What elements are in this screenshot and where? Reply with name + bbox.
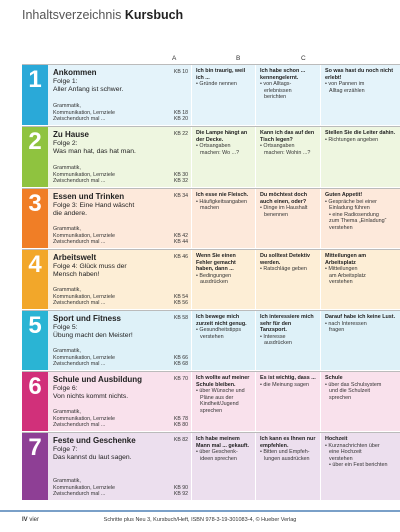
kb-page: KB 34 <box>173 193 188 199</box>
lesson-row <box>22 371 400 431</box>
section-heading: Schule <box>325 375 343 381</box>
kb-page: KB 46 <box>173 254 188 260</box>
section-a-cell <box>191 433 255 500</box>
kb-pages: KB 90 KB 92 <box>173 484 188 498</box>
lesson-number: 5 <box>22 311 48 370</box>
section-heading: Ich wollte auf meiner Schule bleiben. <box>196 375 250 388</box>
lesson-row <box>22 310 400 370</box>
section-heading: Wenn Sie einen Fehler gemacht haben, dann ... <box>196 253 236 272</box>
section-goals: • Gesundheitstipps verstehen <box>196 327 242 340</box>
kb-pages: KB 78 KB 80 <box>173 415 188 429</box>
section-b-cell <box>255 433 320 500</box>
section-heading: Ich esse nie Fleisch. <box>196 192 249 198</box>
lesson-folge: Folge 1: Aller Anfang ist schwer. <box>53 78 124 93</box>
section-goals: • über Wünsche und Pläne aus der Kindheit/Jugend sprechen <box>196 388 245 414</box>
kb-page: KB 10 <box>173 69 188 75</box>
section-heading: Es ist wichtig, dass ... <box>260 375 316 381</box>
lesson-sections: Grammatik, Kommunikation, Lernziele Zwischendurch mal ... <box>53 478 116 498</box>
section-goals: • Ortsangaben machen: Wo ...? <box>196 143 240 156</box>
lesson-cell <box>48 127 191 187</box>
lesson-folge: Folge 5: Übung macht den Meister! <box>53 324 133 339</box>
lesson-cell <box>48 189 191 248</box>
lesson-sections: Grammatik, Kommunikation, Lernziele Zwischendurch mal ... <box>53 165 116 185</box>
section-heading: Guten Appetit! <box>325 192 363 198</box>
section-goals: • von Alltags- erlebnissen berichten <box>260 81 292 100</box>
section-a-cell <box>191 372 255 431</box>
section-heading: Hochzeit <box>325 436 348 442</box>
section-goals: • Ratschläge geben <box>260 266 307 272</box>
lesson-number: 6 <box>22 372 48 431</box>
section-heading: Ich bewege mich zurzeit nicht genug. <box>196 314 247 327</box>
lesson-title: Schule und Ausbildung <box>53 375 143 384</box>
section-goals: • Richtungen angeben <box>325 136 379 143</box>
section-a-cell <box>191 127 255 187</box>
section-goals: • die Meinung sagen <box>260 381 309 388</box>
section-b-cell <box>255 127 320 187</box>
section-heading: Ich bin traurig, weil ich ... <box>196 68 246 81</box>
section-goals: • Bedingungen ausdrücken <box>196 272 232 285</box>
lesson-row <box>22 126 400 187</box>
lesson-cell <box>48 433 191 500</box>
kb-page: KB 82 <box>173 437 188 443</box>
section-goals: • Kurznachrichten über eine Hochzeit verstehen • über ein Fest berichten <box>325 442 388 468</box>
lesson-title: Zu Hause <box>53 130 90 139</box>
section-b-cell <box>255 311 320 370</box>
lesson-number: 4 <box>22 250 48 309</box>
lesson-title: Sport und Fitness <box>53 314 121 323</box>
footer-bar <box>0 510 400 512</box>
section-heading: Ich kann es Ihnen nur empfehlen. <box>260 436 316 449</box>
section-goals: • über das Schulsystem und die Schulzeit sprechen <box>325 381 382 401</box>
section-b-cell <box>255 372 320 431</box>
lesson-title: Arbeitswelt <box>53 253 97 262</box>
lesson-number: 1 <box>22 65 48 125</box>
lesson-folge: Folge 7: Das kannst du laut sagen. <box>53 446 132 461</box>
lesson-sections: Grammatik, Kommunikation, Lernziele Zwischendurch mal ... <box>53 409 116 429</box>
kb-pages: KB 66 KB 68 <box>173 354 188 368</box>
kb-page: KB 58 <box>173 315 188 321</box>
section-c-cell <box>320 65 400 125</box>
section-heading: So was hast du noch nicht erlebt! <box>325 68 393 81</box>
section-goals: • Gründe nennen <box>196 81 237 87</box>
section-b-cell <box>255 189 320 248</box>
lesson-row <box>22 249 400 309</box>
section-goals: • über Geschenk- ideen sprechen <box>196 449 238 462</box>
kb-pages: KB 18 KB 20 <box>173 109 188 123</box>
page-number-roman: IV <box>22 517 28 523</box>
kb-pages: KB 30 KB 32 <box>173 171 188 185</box>
lesson-title: Feste und Geschenke <box>53 436 136 445</box>
lesson-cell <box>48 65 191 125</box>
lesson-folge: Folge 6: Von nichts kommt nichts. <box>53 385 129 400</box>
page-title <box>22 8 183 22</box>
kb-page: KB 22 <box>173 131 188 137</box>
section-heading: Die Lampe hängt an der Decke. <box>196 130 248 143</box>
section-a-cell <box>191 311 255 370</box>
lesson-title: Ankommen <box>53 68 97 77</box>
column-header-b: B <box>236 55 241 62</box>
section-goals: • Gespräche bei einer Einladung führen • eine Radiosendung zum Thema „Einladung“ verstehen <box>325 198 387 231</box>
page-number-word: vier <box>29 517 40 523</box>
section-goals: • von Pannen im Alltag erzählen <box>325 81 365 94</box>
section-heading: Mitteilungen am Arbeitsplatz <box>325 253 367 266</box>
section-b-cell <box>255 65 320 125</box>
kb-pages: KB 42 KB 44 <box>173 232 188 246</box>
section-a-cell <box>191 250 255 309</box>
title-bold: Kursbuch <box>124 8 184 22</box>
section-heading: Ich habe meinem Mann mal ... gekauft. <box>196 436 250 449</box>
kb-pages: KB 54 KB 56 <box>173 293 188 307</box>
section-heading: Ich habe schon ... kennengelernt. <box>260 68 306 81</box>
lesson-sections: Grammatik, Kommunikation, Lernziele Zwischendurch mal ... <box>53 226 116 246</box>
lesson-sections: Grammatik, Kommunikation, Lernziele Zwischendurch mal ... <box>53 103 116 123</box>
section-goals: • Interesse ausdrücken <box>260 333 292 346</box>
copyright-line: Schritte plus Neu 3, Kursbuch/Heft, ISBN 978-3-19-301083-4, © Hueber Verlag <box>103 517 297 523</box>
section-heading: Darauf habe ich keine Lust. <box>325 314 396 320</box>
lesson-folge: Folge 3: Eine Hand wäscht die andere. <box>53 202 135 217</box>
lesson-title: Essen und Trinken <box>53 192 125 201</box>
section-goals: • Dinge im Haushalt benennen <box>260 205 308 218</box>
section-a-cell <box>191 65 255 125</box>
lesson-sections: Grammatik, Kommunikation, Lernziele Zwischendurch mal ... <box>53 348 116 368</box>
lesson-row <box>22 188 400 248</box>
title-prefix: Inhaltsverzeichnis <box>22 8 122 22</box>
section-c-cell <box>320 433 400 500</box>
section-c-cell <box>320 127 400 187</box>
section-b-cell <box>255 250 320 309</box>
section-heading: Du solltest Detektiv werden. <box>260 253 311 266</box>
lesson-number: 3 <box>22 189 48 248</box>
lesson-cell <box>48 372 191 431</box>
lesson-sections: Grammatik, Kommunikation, Lernziele Zwischendurch mal ... <box>53 287 116 307</box>
lesson-row <box>22 432 400 500</box>
lesson-folge: Folge 4: Glück muss der Mensch haben! <box>53 263 127 278</box>
lesson-cell <box>48 250 191 309</box>
section-goals: • Bitten und Empfeh- lungen ausdrücken <box>260 449 310 462</box>
section-heading: Ich interessiere mich sehr für den Tanzsport. <box>260 314 314 333</box>
kb-page: KB 70 <box>173 376 188 382</box>
section-goals: • Ortsangaben machen: Wohin ...? <box>260 143 311 156</box>
section-heading: Kann ich das auf den Tisch legen? <box>260 130 315 143</box>
lesson-cell <box>48 311 191 370</box>
section-c-cell <box>320 250 400 309</box>
lesson-row <box>22 64 400 125</box>
lesson-folge: Folge 2: Was man hat, das hat man. <box>53 140 136 155</box>
section-heading: Du möchtest doch auch einen, oder? <box>260 192 308 205</box>
section-c-cell <box>320 372 400 431</box>
section-goals: • Häufigkeitsangaben machen <box>196 198 248 211</box>
column-header-a: A <box>172 55 177 62</box>
column-header-c: C <box>301 55 306 62</box>
section-heading: Stellen Sie die Leiter dahin. <box>325 130 396 136</box>
section-goals: • Mitteilungen am Arbeitsplatz verstehen <box>325 266 366 285</box>
lesson-number: 2 <box>22 127 48 187</box>
section-c-cell <box>320 189 400 248</box>
section-goals: • nach Interessen fragen <box>325 320 367 333</box>
section-c-cell <box>320 311 400 370</box>
lesson-number: 7 <box>22 433 48 500</box>
section-a-cell <box>191 189 255 248</box>
